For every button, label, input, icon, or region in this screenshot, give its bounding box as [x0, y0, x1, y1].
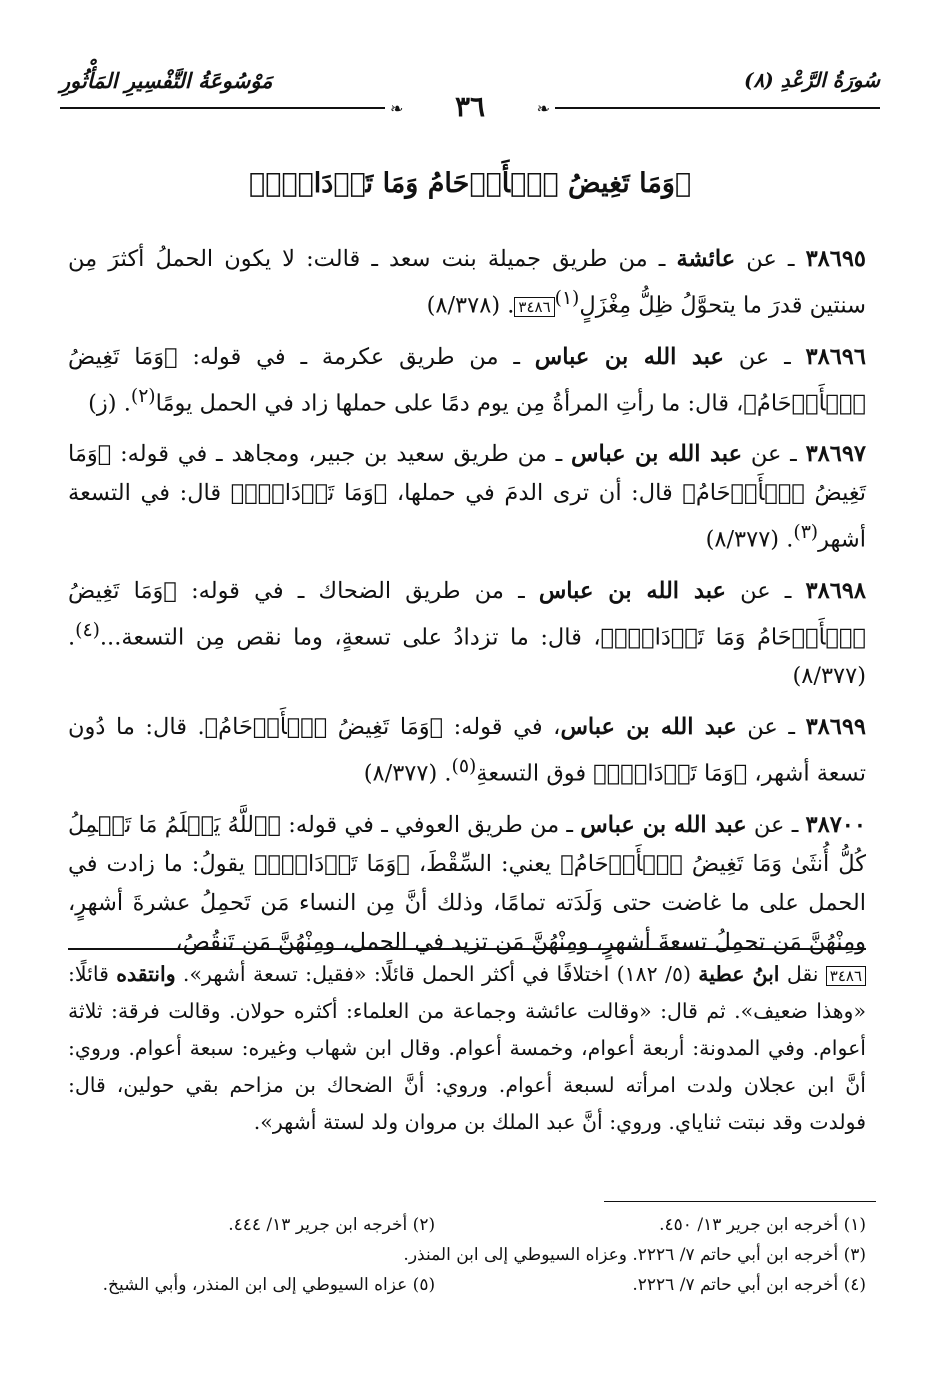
commentary-text: نقل: [779, 962, 826, 986]
ornament-icon: ❧: [390, 99, 404, 118]
narration-number: ٣٨٧٠٠: [805, 811, 866, 838]
narration-number: ٣٨٦٩٦: [805, 343, 866, 370]
source-ref: . (٨/٣٧٧): [68, 624, 866, 689]
footnote-1: (١) أخرجه ابن جرير ١٣/ ٤٥٠.: [659, 1215, 866, 1235]
commentary-ref-box[interactable]: ٣٤٨٦: [514, 297, 554, 317]
narration-number: ٣٨٦٩٧: [805, 441, 866, 467]
narration-text: ـ من طريق العوفي ـ في قوله: ﴿ٱللَّهُ يَعۡلَمُ مَا تَحۡمِلُ كُلُّ أُنثَىٰ وَمَا تَغِيضُ ٱلۡأَرۡحَامُ﴾ يعني: السِّقْطَ، ﴿وَمَا تَزۡدَادُۖ﴾ يقولُ: ما زادت في الحمل على ما غاضت حتى وَلَدَته تمامًا، وذلك أنَّ مِن النساء مَن تَحمِلُ عشرةَ أشهرٍ، ومِنْهُنَّ مَن تحمِلُ تسعةَ أشهرٍ، ومِنْهُنَّ مَن تزيد في الحمل، ومِنْهُنَّ مَن تَنقُصُ،: [68, 811, 866, 955]
narration-text: ـ عن: [725, 577, 806, 604]
footnote-ref[interactable]: (٢): [130, 385, 156, 407]
narrator-name: عبد الله بن عباس: [580, 811, 747, 838]
footnote-row: [68, 1270, 866, 1300]
page-number: ٣٦: [454, 90, 486, 123]
narration-entry: [68, 240, 866, 326]
commentary-note: [68, 948, 866, 1141]
footnote-ref[interactable]: (٤): [75, 619, 100, 641]
narrator-name: عبد الله بن عباس: [534, 343, 724, 370]
commentary-critique-label: وانتقده: [116, 962, 176, 986]
footnote-ref[interactable]: (١): [554, 288, 580, 309]
narration-entry: [68, 572, 866, 697]
footnotes: [68, 1210, 866, 1300]
source-ref: . (٨/٣٧٧): [363, 760, 452, 787]
narration-text: ـ عن: [736, 714, 806, 740]
narration-entry: [68, 806, 866, 962]
footnote-3: (٣) أخرجه ابن أبي حاتم ٧/ ٢٢٢٦. وعزاه السيوطي إلى ابن المنذر.: [403, 1245, 866, 1265]
verse-heading: ﴿وَمَا تَغِيضُ ٱلۡأَرۡحَامُ وَمَا تَزۡدَادُۖ﴾: [248, 168, 692, 199]
narrator-name: عبد الله بن عباس: [538, 577, 726, 604]
narration-text: ـ من طريق سعيد بن جبير، ومجاهد ـ في قوله: ﴿وَمَا تَغِيضُ ٱلۡأَرۡحَامُ﴾ قال: أن ترى الدمَ في حملها، ﴿وَمَا تَزۡدَادُۖ﴾ قال: في التسعة أشهر: [68, 441, 866, 553]
commentary-number-box: ٣٤٨٦: [826, 966, 866, 986]
narrator-name: عائشة: [676, 246, 736, 272]
narration-text: ـ من طريق جميلة بنت سعد ـ قالت: لا يكون الحملُ أكثرَ مِن سنتين قدرَ ما يتحوَّلُ ظِلُّ مِغْزَلٍ: [68, 246, 866, 319]
narration-entry: [68, 435, 866, 560]
footnote-5: (٥) عزاه السيوطي إلى ابن المنذر، وأبي الشيخ.: [102, 1275, 436, 1295]
commentary-author: ابنُ عطية: [698, 962, 780, 986]
narration-entry: [68, 708, 866, 794]
source-ref: . (ز): [88, 390, 131, 416]
narration-text: ـ عن: [746, 811, 806, 838]
ornament-icon: ❧: [536, 99, 550, 118]
narration-entry: [68, 338, 866, 424]
narration-number: ٣٨٦٩٩: [805, 714, 866, 740]
narration-text: ـ عن: [723, 343, 806, 370]
narration-text: ـ عن: [742, 441, 806, 467]
footnote-row: [68, 1240, 866, 1270]
footnote-ref[interactable]: (٣): [793, 522, 819, 543]
commentary-text: قائلًا: «وهذا ضعيف». ثم قال: «وقالت عائشة وجماعة من العلماء: أكثره حولان. وقالت فرقة: ثلاثة أعوام. وفي المدونة: أربعة أعوام، وخمسة أعوام. وقال ابن شهاب وغيره: سبعة أعوام. وروي: أنَّ ابن عجلان ولدت امرأته لسبعة أعوام. وروي: أنَّ الضحاك بن مزاحم بقي حولين، قال: فولدت وقد نبتت ثناياي. وروي: أنَّ عبد الملك بن مروان ولد لستة أشهر».: [68, 962, 866, 1134]
page-header: [60, 62, 880, 122]
narration-text: ـ من طريق الضحاك ـ في قوله: ﴿وَمَا تَغِيضُ ٱلۡأَرۡحَامُ وَمَا تَزۡدَادُۖ﴾، قال: ما تزدادُ على تسعةٍ، وما نقص مِن التسعة...: [68, 577, 866, 650]
narrator-name: عبد الله بن عباس: [571, 441, 743, 467]
surah-title: سُورَةُ الرَّعْدِ (٨): [744, 68, 880, 92]
footnote-2: (٢) أخرجه ابن جرير ١٣/ ٤٤٤.: [228, 1215, 436, 1235]
footnote-separator: [604, 1201, 876, 1202]
narrations: [68, 240, 866, 974]
footnote-4: (٤) أخرجه ابن أبي حاتم ٧/ ٢٢٢٦.: [632, 1275, 866, 1295]
narration-number: ٣٨٦٩٥: [805, 246, 866, 272]
footnote-row: [68, 1210, 866, 1240]
narration-text: ، في قوله: ﴿وَمَا تَغِيضُ ٱلۡأَرۡحَامُ﴾. قال: ما دُون تسعة أشهر، ﴿وَمَا تَزۡدَادُۖ﴾ فوق التسعةِ: [68, 714, 866, 787]
source-ref: . (٨/٣٧٧): [705, 526, 794, 553]
footnote-ref[interactable]: (٥): [451, 756, 477, 777]
commentary-text: (٥/ ١٨٢) اختلافًا في أكثر الحمل قائلًا: «فقيل: تسعة أشهر».: [175, 962, 699, 986]
narration-text: ـ من طريق عكرمة ـ في قوله: ﴿وَمَا تَغِيضُ ٱلۡأَرۡحَامُ﴾، قال: ما رأتِ المرأةُ مِن يوم دمًا على حملها زاد في الحمل يومًا: [68, 343, 866, 416]
narrator-name: عبد الله بن عباس: [560, 714, 737, 740]
book-title: مَوْسُوعَةُ التَّفْسِيرِ المَأْثُورِ: [60, 68, 273, 93]
narration-number: ٣٨٦٩٨: [805, 577, 866, 604]
narration-text: ـ عن: [735, 246, 806, 272]
source-ref: . (٨/٣٧٨): [426, 292, 515, 319]
